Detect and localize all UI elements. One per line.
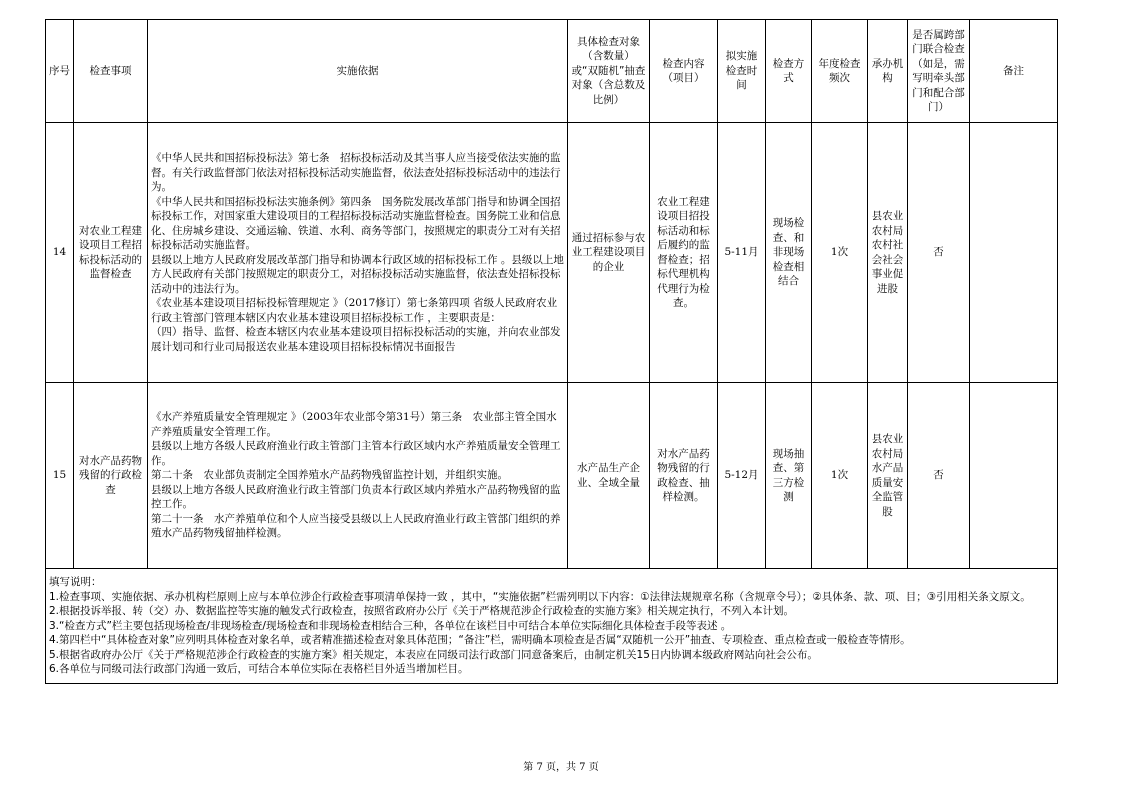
- header-frequency: 年度检查频次: [812, 20, 868, 123]
- filling-instructions: [46, 569, 1058, 684]
- basis-paragraph: 县级以上地方人民政府发展改革部门指导和协调本行政区域的招标投标工作 。县级以上地方人民政府有关部门按照规定的职责分工，对招标投标活动实施监督，依法查处招标投标活动中的违法行为。: [151, 253, 564, 295]
- row-remark: [970, 123, 1058, 383]
- note-item: 2.根据投诉举报、转（交）办、数据监控等实施的触发式行政检查，按照省政府办公厅《关于严格规范涉企行政检查的实施方案》相关规定执行，不列入本计划。: [49, 605, 795, 618]
- basis-paragraph: 县级以上地方各级人民政府渔业行政主管部门负责本行政区域内养殖水产品药物残留的监控工作。: [151, 483, 561, 511]
- basis-paragraph: 第二十条 农业部负责制定全国养殖水产品药物残留监控计划，并组织实施。: [151, 469, 508, 482]
- basis-paragraph: 《中华人民共和国招标投标法实施条例》第四条 国务院发展改革部门指导和协调全国招标投标工作，对国家重大建设项目的工程招标投标活动实施监督检查。国务院工业和信息化、住房城乡建设、交通运输、铁道、水利、商务等部门，按照规定的职责分工对有关招标投标活动实施监督。: [151, 195, 561, 251]
- basis-paragraph: 《农业基本建设项目招标投标管理规定 》（2017修订）第七条第四项 省级人民政府农业行政主管部门管理本辖区内农业基本建设项目招标投标工作 ，主要职责是：: [151, 297, 558, 324]
- header-no: 序号: [46, 20, 74, 123]
- header-item: 检查事项: [74, 20, 148, 123]
- row-no: 14: [46, 123, 74, 383]
- row-method: 现场抽查、第三方检测: [766, 383, 812, 569]
- inspection-plan-table: [45, 19, 1058, 684]
- row-agency: 县农业农村局农村社会社会事业促进股: [868, 123, 908, 383]
- notes-row: [46, 569, 1058, 684]
- row-basis: [148, 123, 568, 383]
- basis-paragraph: （四）指导、监督、检查本辖区内农业基本建设项目招标投标活动的实施，并向农业部发展计划司和行业司局报送农业基本建设项目招标投标情况书面报告: [151, 326, 561, 353]
- table-row: [46, 383, 1058, 569]
- row-content: 对水产品药物残留的行政检查、抽样检测。: [650, 383, 718, 569]
- row-target: 通过招标参与农业工程建设项目的企业: [568, 123, 650, 383]
- note-item: 5.根据省政府办公厅《关于严格规范涉企行政检查的实施方案》相关规定，本表应在同级司法行政部门同意备案后，由制定机关15日内协调本级政府网站向社会公布。: [49, 648, 818, 661]
- page-number: 第 7 页，共 7 页: [523, 762, 599, 773]
- header-agency: 承办机构: [868, 20, 908, 123]
- row-basis: [148, 383, 568, 569]
- header-content: 检查内容（项目）: [650, 20, 718, 123]
- row-method: 现场检查、和非现场检查相结合: [766, 123, 812, 383]
- header-remark: 备注: [970, 20, 1058, 123]
- basis-paragraph: 《中华人民共和国招标投标法》第七条 招标投标活动及其当事人应当接受依法实施的监督。有关行政监督部门依法对招标投标活动实施监督，依法查处招标投标活动中的违法行为。: [151, 152, 561, 193]
- header-method: 检查方式: [766, 20, 812, 123]
- header-joint: 是否属跨部门联合检查（如是，需写明牵头部门和配合部门）: [908, 20, 970, 123]
- row-item: 对水产品药物残留的行政检查: [74, 383, 148, 569]
- header-time: 拟实施检查时间: [718, 20, 766, 123]
- row-time: 5-12月: [718, 383, 766, 569]
- row-agency: 县农业农村局水产品质量安全监管股: [868, 383, 908, 569]
- basis-paragraph: 《水产养殖质量安全管理规定 》（2003年农业部令第31号）第三条 农业部主管全国水产养殖质量安全管理工作。: [151, 411, 557, 438]
- header-basis: 实施依据: [148, 20, 568, 123]
- row-joint: 否: [908, 123, 970, 383]
- notes-title: 填写说明：: [49, 576, 102, 589]
- row-frequency: 1次: [812, 383, 868, 569]
- row-target: 水产品生产企业、全域全量: [568, 383, 650, 569]
- note-item: 3.“检查方式”栏主要包括现场检查/非现场检查/现场检查和非现场检查相结合三种，各单位在该栏目中可结合本单位实际细化具体检查手段等表述 。: [49, 619, 732, 632]
- note-item: 6.各单位与同级司法行政部门沟通一致后，可结合本单位实际在表格栏目外适当增加栏目。: [49, 663, 469, 676]
- basis-paragraph: 县级以上地方各级人民政府渔业行政主管部门主管本行政区域内水产养殖质量安全管理工作。: [151, 440, 561, 467]
- row-frequency: 1次: [812, 123, 868, 383]
- basis-paragraph: 第二十一条 水产养殖单位和个人应当接受县级以上人民政府渔业行政主管部门组织的养殖水产品药物残留抽样检测。: [151, 512, 561, 540]
- row-joint: 否: [908, 383, 970, 569]
- table-row: [46, 123, 1058, 383]
- row-time: 5-11月: [718, 123, 766, 383]
- row-content: 农业工程建设项目招投标活动和标后履约的监督检查；招标代理机构代理行为检查。: [650, 123, 718, 383]
- header-target: 具体检查对象（含数量）或“双随机”抽查对象（含总数及比例）: [568, 20, 650, 123]
- row-item: 对农业工程建设项目工程招标投标活动的监督检查: [74, 123, 148, 383]
- note-item: 4.第四栏中“具体检查对象”应列明具体检查对象名单，或者精准描述检查对象具体范围；“备注”栏，需明确本项检查是否属“双随机一公开”抽查、专项检查、重点检查或一般检查等情形。: [49, 634, 911, 647]
- row-no: 15: [46, 383, 74, 569]
- row-remark: [970, 383, 1058, 569]
- note-item: 1.检查事项、实施依据、承办机构栏原则上应与本单位涉企行政检查事项清单保持一致 ，其中，“实施依据”栏需列明以下内容：①法律法规规章名称（含规章令号）；②具体条、款、项、目；③引用相关条文原文。: [49, 590, 1031, 603]
- header-row: [46, 20, 1058, 123]
